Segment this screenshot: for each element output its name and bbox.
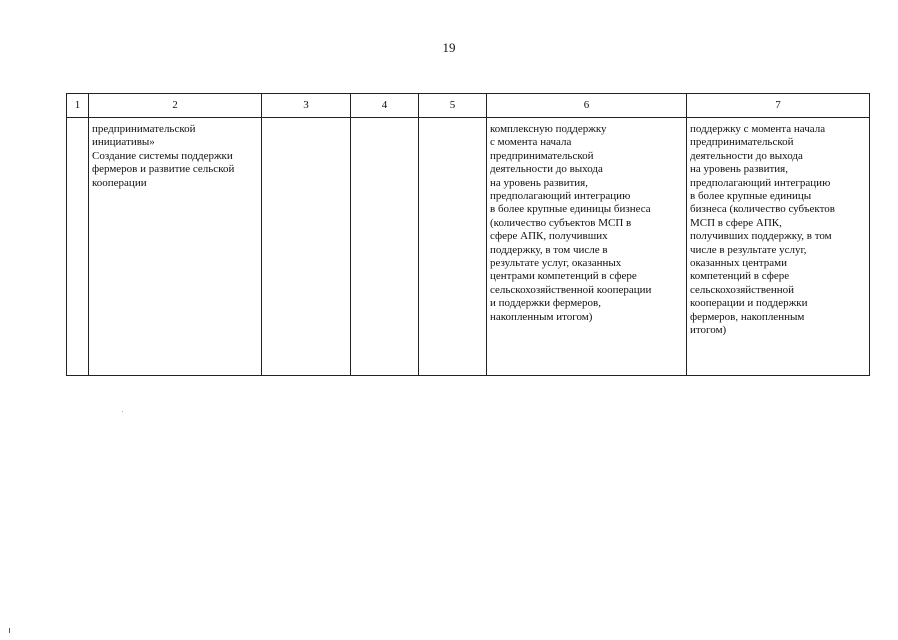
cell-col-7: поддержку с момента начала предпринимательской деятельности до выхода на уровень развития, предполагающий интеграцию в более крупные единицы бизнеса (количество субъектов МСП в сфере АПК, получивших поддержку, в том числе в результате услуг, оказанных центрами компетенций в сфере сельскохозяйственной кооперации и поддержки фермеров, накопленным итогом) bbox=[687, 118, 870, 376]
column-header-5: 5 bbox=[419, 94, 487, 118]
cell-col-1 bbox=[67, 118, 89, 376]
column-header-6: 6 bbox=[487, 94, 687, 118]
column-header-7: 7 bbox=[687, 94, 870, 118]
cell-col-4 bbox=[351, 118, 419, 376]
scan-mark bbox=[9, 628, 10, 633]
table-header-row bbox=[67, 94, 870, 118]
column-header-1: 1 bbox=[67, 94, 89, 118]
column-header-2: 2 bbox=[89, 94, 262, 118]
cell-col-6: комплексную поддержку с момента начала предпринимательской деятельности до выхода на уровень развития, предполагающий интеграцию в более крупные единицы бизнеса (количество субъектов МСП в сфере АПК, получивших поддержку, в том числе в результате услуг, оказанных центрами компетенций в сфере сельскохозяйственной кооперации и поддержки фермеров, накопленным итогом) bbox=[487, 118, 687, 376]
cell-col-2: предпринимательской инициативы» Создание системы поддержки фермеров и развитие сельской кооперации bbox=[89, 118, 262, 376]
page-number: 19 bbox=[442, 40, 456, 55]
cell-col-5 bbox=[419, 118, 487, 376]
column-header-3: 3 bbox=[262, 94, 351, 118]
cell-col-3 bbox=[262, 118, 351, 376]
document-table bbox=[66, 93, 870, 376]
column-header-4: 4 bbox=[351, 94, 419, 118]
scan-speck bbox=[122, 411, 123, 412]
table-row bbox=[67, 118, 870, 376]
